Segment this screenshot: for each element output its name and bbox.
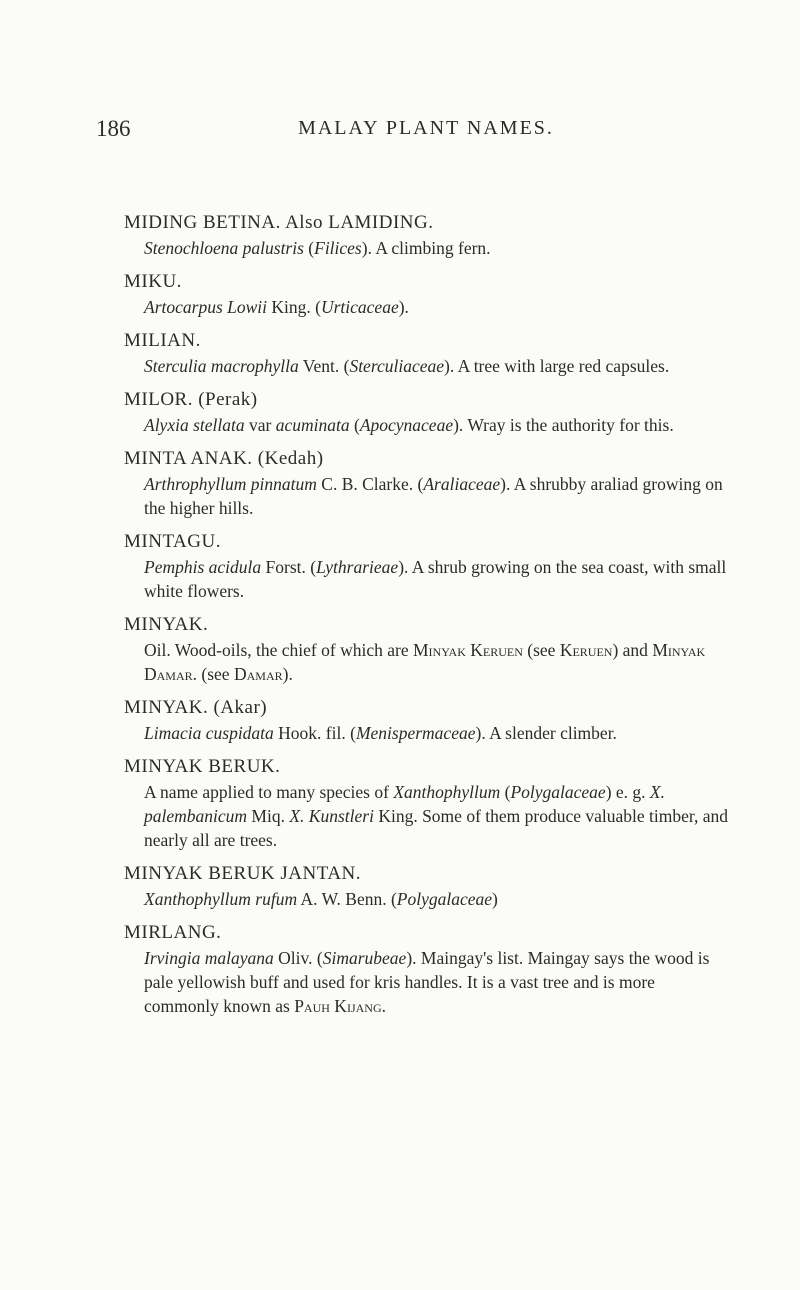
description-text: ). bbox=[398, 297, 409, 317]
scientific-name: Menispermaceae bbox=[355, 723, 476, 743]
description-text: Miq. bbox=[247, 806, 290, 826]
description-text: King. ( bbox=[267, 297, 321, 317]
entry bbox=[124, 328, 734, 378]
entry-headword: MINYAK. bbox=[124, 614, 209, 635]
scientific-name: Pemphis acidula bbox=[144, 557, 262, 577]
entry-headword: MIDING BETINA. Also LAMIDING. bbox=[124, 212, 434, 233]
scientific-name: Limacia cuspidata bbox=[144, 723, 274, 743]
entry-headword: MIRLANG. bbox=[124, 922, 222, 943]
entry-description bbox=[144, 887, 734, 911]
entry-description bbox=[144, 472, 734, 520]
description-text: ). A slender climber. bbox=[475, 723, 617, 743]
entry bbox=[124, 754, 734, 852]
cross-reference: Minyak Keruen bbox=[412, 640, 523, 660]
entry bbox=[124, 695, 734, 745]
description-text: Hook. fil. ( bbox=[273, 723, 356, 743]
scientific-name: Arthrophyllum pinnatum bbox=[144, 474, 317, 494]
scientific-name: Sterculiaceae bbox=[349, 356, 445, 376]
description-text: ) e. g. bbox=[605, 782, 650, 802]
scientific-name: Polygalaceae bbox=[510, 782, 606, 802]
cross-reference: Keruen bbox=[559, 640, 613, 660]
scientific-name: Apocynaceae bbox=[359, 415, 454, 435]
description-text: A name applied to many species of bbox=[144, 782, 394, 802]
dictionary-entries bbox=[124, 210, 734, 1027]
description-text: Oil. Wood-oils, the chief of which are bbox=[144, 640, 413, 660]
description-text: ). bbox=[282, 664, 293, 684]
entry-description bbox=[144, 638, 734, 686]
description-text: A. W. Benn. ( bbox=[297, 889, 397, 909]
entry-description bbox=[144, 780, 734, 852]
entry bbox=[124, 387, 734, 437]
description-text: Oliv. ( bbox=[273, 948, 323, 968]
page-number: 186 bbox=[96, 116, 131, 141]
scientific-name: acuminata bbox=[275, 415, 350, 435]
description-text: ( bbox=[349, 415, 360, 435]
entry-headword: MINTAGU. bbox=[124, 531, 221, 552]
description-text: ). Maingay's list. Maingay says the wood is pale yellowish buff and used for kris handles. It is a vast tree and is more commonly known as bbox=[144, 948, 710, 1016]
description-text: . bbox=[381, 996, 386, 1016]
entry-description bbox=[144, 354, 734, 378]
scientific-name: Filices bbox=[314, 238, 362, 258]
description-text: ). A shrubby araliad growing on the higher hills. bbox=[144, 474, 723, 518]
entry bbox=[124, 269, 734, 319]
cross-reference: Minyak Damar bbox=[144, 640, 706, 684]
entry-headword: MILOR. (Perak) bbox=[124, 389, 258, 410]
entry bbox=[124, 861, 734, 911]
scientific-name: Artocarpus Lowii bbox=[144, 297, 268, 317]
scientific-name: Lythrarieae bbox=[316, 557, 399, 577]
description-text: ). A tree with large red capsules. bbox=[444, 356, 670, 376]
entry-description bbox=[144, 236, 734, 260]
scientific-name: Urticaceae bbox=[320, 297, 399, 317]
scientific-name: Irvingia malayana bbox=[144, 948, 274, 968]
entry-headword: MILIAN. bbox=[124, 330, 201, 351]
entry-description bbox=[144, 555, 734, 603]
entry-headword: MINTA ANAK. (Kedah) bbox=[124, 448, 324, 469]
scientific-name: Stenochloena palustris bbox=[144, 238, 304, 258]
page-header bbox=[96, 116, 756, 146]
cross-reference: Damar bbox=[233, 664, 283, 684]
entry-headword: MINYAK BERUK. bbox=[124, 756, 281, 777]
entry-headword: MINYAK BERUK JANTAN. bbox=[124, 863, 362, 884]
description-text: ) and bbox=[612, 640, 653, 660]
entry bbox=[124, 612, 734, 686]
description-text: ( bbox=[500, 782, 511, 802]
scientific-name: X. palembanicum bbox=[144, 782, 665, 826]
entry-headword: MIKU. bbox=[124, 271, 182, 292]
entry bbox=[124, 529, 734, 603]
description-text: C. B. Clarke. ( bbox=[316, 474, 424, 494]
scientific-name: Simarubeae bbox=[322, 948, 407, 968]
description-text: (see bbox=[522, 640, 560, 660]
description-text: ). Wray is the authority for this. bbox=[453, 415, 674, 435]
running-title: MALAY PLANT NAMES. bbox=[298, 117, 554, 139]
scientific-name: Araliaceae bbox=[423, 474, 501, 494]
entry-description bbox=[144, 721, 734, 745]
description-text: var bbox=[244, 415, 276, 435]
scientific-name: Polygalaceae bbox=[396, 889, 493, 909]
scientific-name: Xanthophyllum rufum bbox=[144, 889, 298, 909]
entry-description bbox=[144, 946, 734, 1018]
scientific-name: Xanthophyllum bbox=[393, 782, 501, 802]
entry-description bbox=[144, 295, 734, 319]
entry bbox=[124, 446, 734, 520]
description-text: . (see bbox=[192, 664, 234, 684]
entry-description bbox=[144, 413, 734, 437]
description-text: ). A shrub growing on the sea coast, with small white flowers. bbox=[144, 557, 727, 601]
entry bbox=[124, 920, 734, 1018]
description-text: ). A climbing fern. bbox=[361, 238, 491, 258]
description-text: Vent. ( bbox=[298, 356, 350, 376]
scientific-name: X. Kunstleri bbox=[289, 806, 374, 826]
entry-headword: MINYAK. (Akar) bbox=[124, 697, 268, 718]
description-text: ) bbox=[492, 889, 498, 909]
description-text: Forst. ( bbox=[261, 557, 317, 577]
scientific-name: Alyxia stellata bbox=[144, 415, 245, 435]
description-text: King. Some of them produce valuable timber, and nearly all are trees. bbox=[144, 806, 729, 850]
description-text: ( bbox=[303, 238, 315, 258]
entry bbox=[124, 210, 734, 260]
cross-reference: Pauh Kijang bbox=[294, 996, 382, 1016]
scientific-name: Sterculia macrophylla bbox=[144, 356, 299, 376]
